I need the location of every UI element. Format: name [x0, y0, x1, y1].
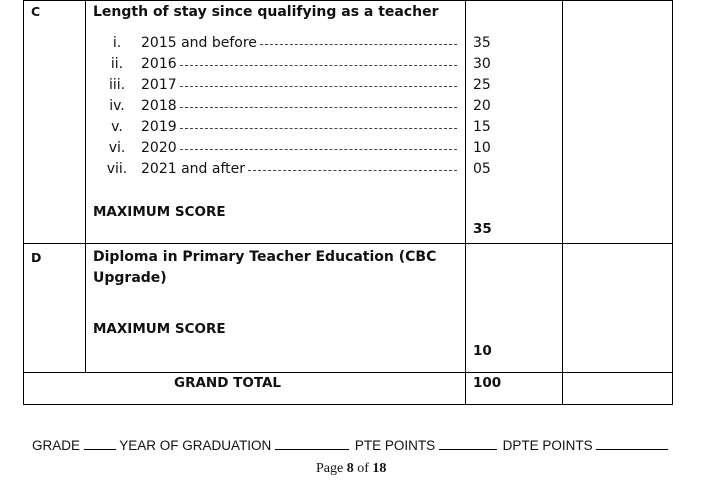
list-item: vi. 2020 — [93, 138, 457, 159]
dpte-points-blank — [596, 437, 668, 450]
section-c-letter: C — [31, 4, 41, 19]
section-d-max-value: 10 — [473, 343, 492, 359]
section-c-score-list — [473, 33, 491, 180]
list-item: iv. 2018 — [93, 96, 457, 117]
footer-fields — [32, 437, 668, 453]
page-total: 18 — [372, 461, 387, 476]
score-value: 30 — [473, 56, 491, 72]
section-d-title — [93, 247, 436, 289]
grade-label: GRADE — [32, 438, 81, 453]
year-of-graduation-label: YEAR OF GRADUATION — [119, 438, 272, 453]
page-number: Page 8 of 18 — [316, 461, 387, 476]
grand-total-value: 100 — [473, 375, 502, 391]
section-c-item-list — [93, 33, 457, 180]
list-item: vii. 2021 and after — [93, 159, 457, 180]
page-current: 8 — [346, 461, 354, 476]
section-d-title-line1: Diploma in Primary Teacher Education (CBC — [93, 249, 437, 265]
section-c-max-value: 35 — [473, 221, 492, 237]
pte-points-label: PTE POINTS — [354, 438, 436, 453]
section-c-max-label: MAXIMUM SCORE — [93, 204, 226, 220]
list-item: iii. 2017 — [93, 75, 457, 96]
list-item: ii. 2016 — [93, 54, 457, 75]
list-item: i. 2015 and before — [93, 33, 457, 54]
score-value: 05 — [473, 161, 491, 177]
section-d-max-label: MAXIMUM SCORE — [93, 321, 226, 337]
score-value: 20 — [473, 98, 491, 114]
score-value: 25 — [473, 77, 491, 93]
section-d-title-line2: Upgrade) — [93, 270, 167, 286]
grade-blank — [84, 437, 116, 450]
score-value: 35 — [473, 35, 491, 51]
score-value: 15 — [473, 119, 491, 135]
score-value: 10 — [473, 140, 491, 156]
section-d-letter: D — [31, 250, 42, 265]
grand-total-label: GRAND TOTAL — [174, 375, 282, 391]
dpte-points-label: DPTE POINTS — [502, 438, 593, 453]
year-of-graduation-blank — [275, 437, 349, 450]
list-item: v. 2019 — [93, 117, 457, 138]
section-c-title: Length of stay since qualifying as a teacher — [93, 4, 439, 20]
pte-points-blank — [439, 437, 497, 450]
